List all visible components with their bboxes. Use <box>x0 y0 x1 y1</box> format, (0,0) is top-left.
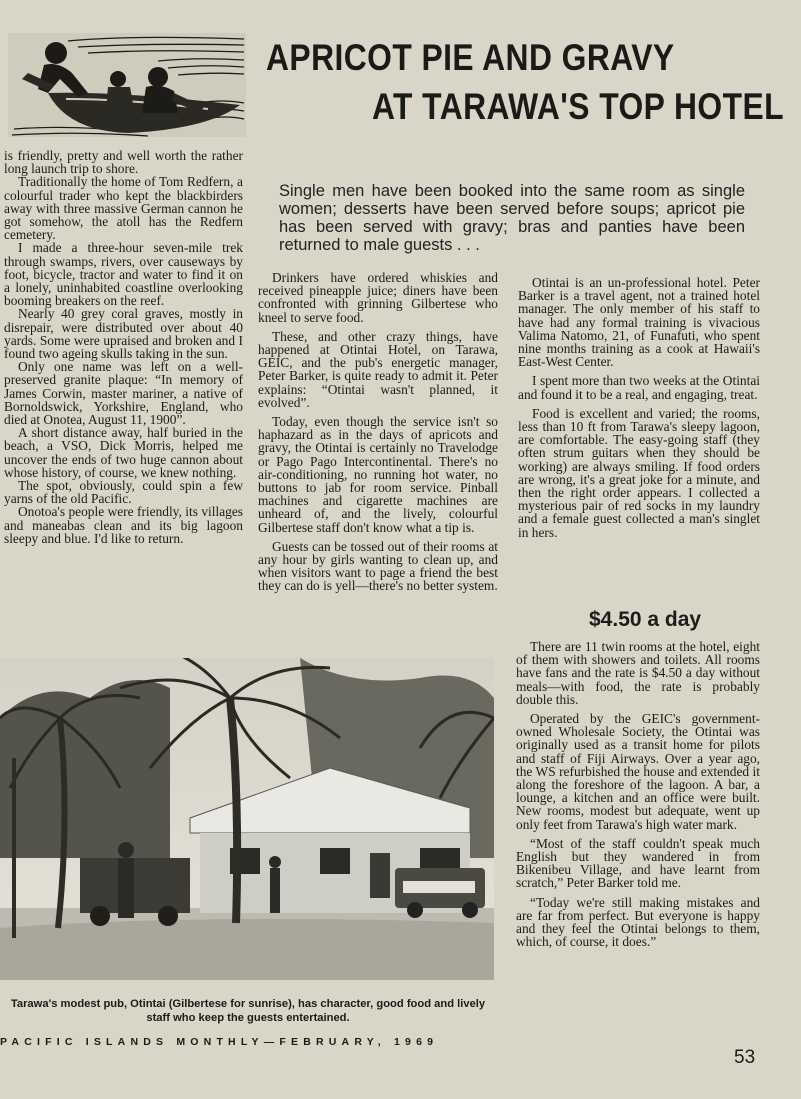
page-number: 53 <box>734 1047 756 1068</box>
column-3-bottom <box>516 640 760 948</box>
col2-paragraph: Drinkers have ordered whiskies and received pineapple juice; diners have been confronted with grinning Gilbertese who kneel to serve food. <box>258 270 498 325</box>
col1-paragraph: Onotoa's people were friendly, its villages and maneabas clean and its big lagoon sleepy and blue. I'd like to return. <box>4 504 243 546</box>
headline-line-1: APRICOT PIE AND GRAVY <box>266 37 675 78</box>
col3-paragraph: Operated by the GEIC's government-owned Wholesale Society, the Otintai was originally used as a transit home for pilots and staff of Fiji Airways. Over a year ago, the WS refurbished the house and extended it along the foreshore of the lagoon. A bar, a lounge, a kitchen and an office were built. New rooms, modest but adequate, went up only feet from Tarawa's high water mark. <box>516 711 760 832</box>
column-2 <box>258 271 498 593</box>
col1-paragraph: Traditionally the home of Tom Redfern, a colourful trader who kept the blackbirders away with three massive German cannon he got somehow, the atoll has the Redfern cemetery. <box>4 174 243 243</box>
col2-paragraph: These, and other crazy things, have happened at Otintai Hotel, on Tarawa, GEIC, and the pub's energetic manager, Peter Barker, is quite ready to admit it. Peter explains: “Otintai wasn't planned, it evolved”. <box>258 328 498 410</box>
header-illustration <box>8 33 246 137</box>
col3-paragraph: I spent more than two weeks at the Otintai and found it to be a real, and engaging, treat. <box>518 373 760 402</box>
column-3-top <box>518 276 760 539</box>
intro-paragraph: Single men have been booked into the same room as single women; desserts have been served before soups; apricot pie has been served with gravy; bras and panties have been returned to male guests . . . <box>279 182 745 254</box>
col1-paragraph: Nearly 40 grey coral graves, mostly in disrepair, were distributed over about 40 yards. Some were upraised and broken and I found two ageing skulls taking in the sun. <box>4 306 243 362</box>
headline-line-2: AT TARAWA'S TOP HOTEL <box>372 86 785 127</box>
col1-paragraph: is friendly, pretty and well worth the rather long launch trip to shore. <box>4 148 243 177</box>
col1-paragraph: Only one name was left on a well-preserved granite plaque: “In memory of James Corwin, master mariner, a native of Bornoldswick, Yorkshire, England, who died at Onotea, August 11, 1900”. <box>4 359 243 428</box>
col3-paragraph: Food is excellent and varied; the rooms, less than 10 ft from Tarawa's sleepy lagoon, are comfortable. The easy-going staff (they often strum guitars when they should be working) are always smiling. If food orders are wrong, it's a great joke for a minute, and then the right order appears. I collected a mysterious pair of red socks in my laundry and a female guest collected a man's singlet in hers. <box>518 405 760 540</box>
section-subheading: $4.50 a day <box>589 608 702 631</box>
col3-paragraph: “Most of the staff couldn't speak much English but they wandered in from Bikenibeu Village, and have learnt from scratch,” Peter Barker told me. <box>516 835 760 891</box>
col3-paragraph: Otintai is an un-professional hotel. Peter Barker is a travel agent, not a trained hotel manager. The only member of his staff to have had any formal training is vivacious Valima Natomo, 21, of Funafuti, who spent nine months training as a cook at Hawaii's East-West Center. <box>518 275 760 370</box>
col2-paragraph: Today, even though the service isn't so haphazard as in the days of apricots and gravy, the Otintai is certainly no Travelodge or Pago Pago Intercontinental. There's no air-conditioning, no running hot water, no buttons to jab for room service. Pinball machines and cigarette machines are unheard of, and the lively, colourful Gilbertese staff don't know what a tip is. <box>258 414 498 535</box>
col1-paragraph: I made a three-hour seven-mile trek through swamps, rivers, over causeways by foot, bicycle, tractor and water to find it on a lonely, uninhabited coastline overlooking booming breakers on the reef. <box>4 240 243 309</box>
col3-paragraph: “Today we're still making mistakes and are far from perfect. But everyone is happy and they feel the Otintai belongs to them, which, of course, it does.” <box>516 894 760 950</box>
col2-paragraph: Guests can be tossed out of their rooms at any hour by girls wanting to clean up, and when visitors want to page a friend the best they can do is yell—there's no better system. <box>258 538 498 594</box>
col3-paragraph: There are 11 twin rooms at the hotel, eight of them with showers and toilets. All rooms have fans and the rate is $4.50 a day without meals—with food, the rate is probably double this. <box>516 639 760 707</box>
hotel-photo <box>0 658 494 980</box>
photo-caption: Tarawa's modest pub, Otintai (Gilbertese for sunrise), has character, good food and lively staff who keep the guests entertained. <box>10 998 486 1024</box>
col1-paragraph: A short distance away, half buried in the beach, a VSO, Dick Morris, helped me uncover the ends of two huge cannon about whose history, of course, we knew nothing. <box>4 425 243 480</box>
magazine-footer: PACIFIC ISLANDS MONTHLY—FEBRUARY, 1969 <box>0 1036 439 1048</box>
column-1 <box>4 149 243 545</box>
col1-paragraph: The spot, obviously, could spin a few yarns of the old Pacific. <box>4 478 243 507</box>
